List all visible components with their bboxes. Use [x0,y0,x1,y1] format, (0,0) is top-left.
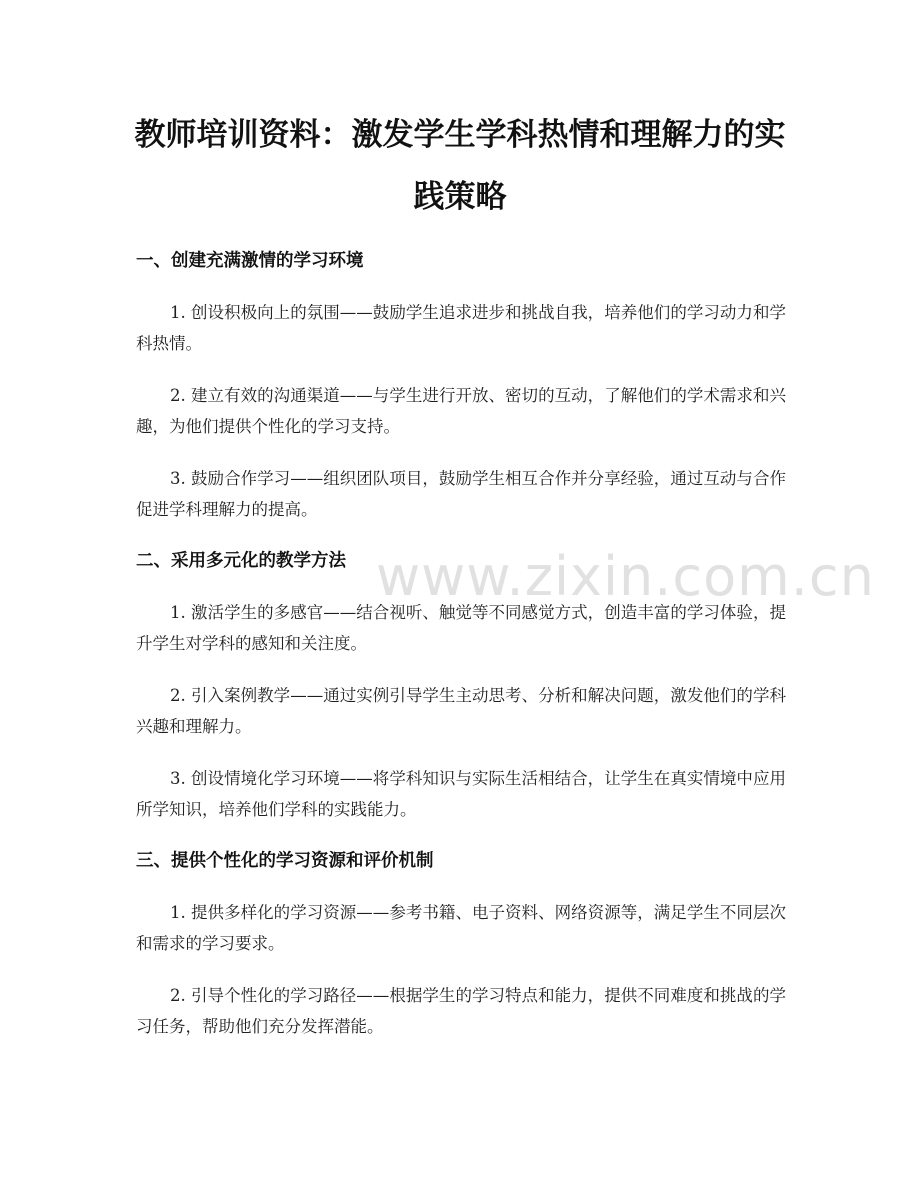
section-heading: 三、提供个性化的学习资源和评价机制 [136,851,434,871]
section-3 [136,846,786,1042]
watermark: www.zixin.com.cn [376,545,875,608]
document-body [136,246,786,1063]
section-1 [136,246,786,525]
list-item: 1. 提供多样化的学习资源——参考书籍、电子资料、网络资源等，满足学生不同层次和需求的学习要求。 [136,903,786,953]
section-heading: 二、采用多元化的教学方法 [136,551,346,571]
list-item: 3. 鼓励合作学习——组织团队项目，鼓励学生相互合作并分享经验，通过互动与合作促进学科理解力的提高。 [136,469,786,519]
list-item: 2. 建立有效的沟通渠道——与学生进行开放、密切的互动，了解他们的学术需求和兴趣，为他们提供个性化的学习支持。 [136,386,786,436]
section-heading: 一、创建充满激情的学习环境 [136,251,364,271]
document-title: 教师培训资料：激发学生学科热情和理解力的实践策略 [134,117,786,215]
list-item: 1. 创设积极向上的氛围——鼓励学生追求进步和挑战自我，培养他们的学习动力和学科热情。 [136,303,786,353]
list-item: 3. 创设情境化学习环境——将学科知识与实际生活相结合，让学生在真实情境中应用所学知识，培养他们学科的实践能力。 [136,769,786,819]
list-item: 1. 激活学生的多感官——结合视听、触觉等不同感觉方式，创造丰富的学习体验，提升学生对学科的感知和关注度。 [136,603,786,653]
list-item: 2. 引入案例教学——通过实例引导学生主动思考、分析和解决问题，激发他们的学科兴趣和理解力。 [136,686,786,736]
section-2 [136,546,786,825]
list-item: 2. 引导个性化的学习路径——根据学生的学习特点和能力，提供不同难度和挑战的学习任务，帮助他们充分发挥潜能。 [136,986,786,1036]
